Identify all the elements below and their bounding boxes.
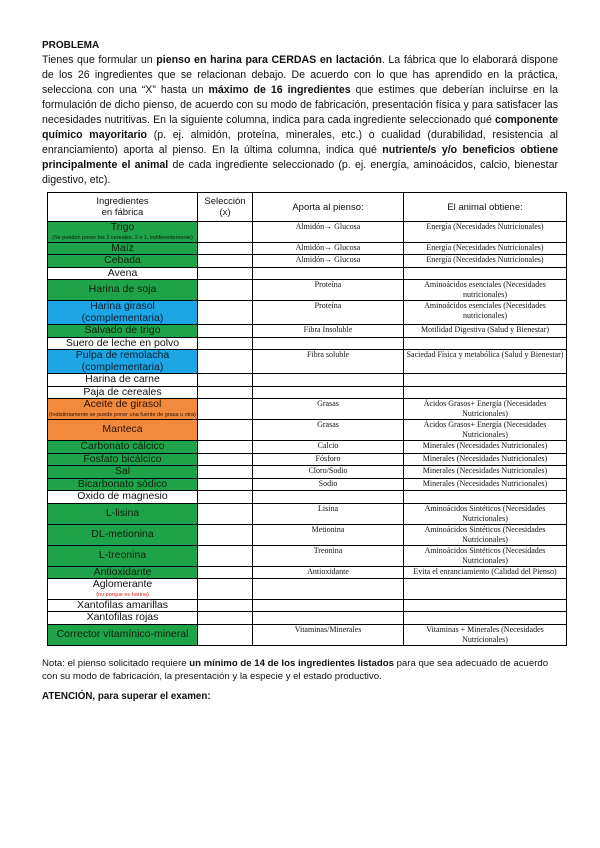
obtiene-cell[interactable]: Aminoácidos Sintéticos (Necesidades Nutricionales)	[404, 503, 567, 524]
table-row	[48, 453, 567, 466]
aporta-cell[interactable]	[253, 579, 404, 600]
selection-cell[interactable]	[198, 280, 253, 301]
selection-cell[interactable]	[198, 599, 253, 612]
problem-bold-4: nutriente/s y/o beneficios obtiene principalmente el animal	[42, 144, 559, 171]
table-row	[48, 222, 567, 243]
problem-heading: PROBLEMA	[42, 40, 100, 51]
table-row	[48, 466, 567, 479]
table-row	[48, 420, 567, 441]
table-row	[48, 491, 567, 504]
problem-text-4: (p. ej. almidón, proteína, minerales, etc.) o cualidad (durabilidad, resistencia al enranciamiento) aporta al pienso. En la última columna, indica qué	[42, 129, 558, 156]
selection-cell[interactable]	[198, 386, 253, 399]
ingredient-name: Harina de soja	[88, 283, 157, 296]
ingredient-cell	[48, 374, 198, 387]
obtiene-cell[interactable]: Vitaminas + Minerales (Necesidades Nutricionales)	[404, 624, 567, 645]
obtiene-cell[interactable]: Energía (Necesidades Nutricionales)	[404, 222, 567, 243]
ingredient-name: Sal	[114, 465, 131, 477]
obtiene-cell[interactable]: Minerales (Necesidades Nutricionales)	[404, 478, 567, 491]
table-row	[48, 267, 567, 280]
ingredient-name: Paja de cereales	[83, 385, 162, 398]
selection-cell[interactable]	[198, 491, 253, 504]
ingredient-cell	[48, 478, 198, 491]
selection-cell[interactable]	[198, 325, 253, 338]
ingredient-cell	[48, 337, 198, 350]
header-ingredients	[48, 193, 198, 222]
ingredient-name: Trigo	[110, 221, 135, 233]
selection-cell[interactable]	[198, 524, 253, 545]
ingredient-cell	[48, 399, 198, 420]
ingredient-cell	[48, 420, 198, 441]
selection-cell[interactable]	[198, 374, 253, 387]
aporta-cell[interactable]: Treonina	[253, 545, 404, 566]
table-row	[48, 255, 567, 268]
ingredient-name: Avena	[107, 266, 138, 279]
aporta-cell[interactable]: Fibra Insoluble	[253, 325, 404, 338]
ingredient-cell	[48, 466, 198, 479]
ingredient-cell	[48, 545, 198, 566]
selection-cell[interactable]	[198, 466, 253, 479]
obtiene-cell[interactable]: Aminoácidos Sintéticos (Necesidades Nutricionales)	[404, 545, 567, 566]
ingredient-cell	[48, 301, 198, 325]
ingredient-name: Xantofilas amarillas	[76, 598, 169, 611]
ingredient-name: Corrector vitamínico-mineral	[56, 627, 189, 640]
problem-bold-2: máximo de 16 ingredientes	[208, 84, 351, 96]
table-row	[48, 301, 567, 325]
ingredient-cell	[48, 441, 198, 454]
problem-text-1: Tienes que formular un	[42, 54, 157, 66]
ingredient-cell	[48, 222, 198, 243]
problem-text-2: . La fábrica que lo elaborará dispone de los 26 ingredientes que se relacionan debajo. De acuerdo con lo que has aprendido en la práctica, selecciona con una “X” hasta un	[42, 54, 558, 96]
header-aporta	[253, 193, 404, 222]
table-row	[48, 374, 567, 387]
ingredient-name: L-lisina	[105, 506, 140, 519]
obtiene-cell[interactable]: Saciedad Física y metabólica (Salud y Bienestar)	[404, 350, 567, 374]
note-paragraph	[42, 657, 558, 683]
ingredient-cell	[48, 566, 198, 579]
ingredient-cell	[48, 350, 198, 374]
ingredient-cell	[48, 325, 198, 338]
obtiene-cell[interactable]	[404, 267, 567, 280]
aporta-cell[interactable]: Grasas	[253, 420, 404, 441]
obtiene-cell[interactable]: Aminoácidos esenciales (Necesidades nutricionales)	[404, 301, 567, 325]
aporta-cell[interactable]: Metionina	[253, 524, 404, 545]
problem-text-3: que estimes que deberían incluirse en la formulación de dicho pienso, de acuerdo con su modo de fabricación, presentación física y para satisfacer las necesidades nutritivas. En la siguiente columna, indica para cada ingrediente seleccionado qué	[42, 84, 558, 126]
obtiene-cell[interactable]: Ácidos Grasos+ Energía (Necesidades Nutricionales)	[404, 420, 567, 441]
ingredient-name: Carbonato cálcico	[80, 440, 165, 452]
table-row	[48, 503, 567, 524]
header-selection	[198, 193, 253, 222]
obtiene-cell[interactable]: Motilidad Digestiva (Salud y Bienestar)	[404, 325, 567, 338]
obtiene-cell[interactable]	[404, 491, 567, 504]
ingredient-cell	[48, 524, 198, 545]
header-aporta-text: Aporta al pienso:	[292, 201, 364, 213]
ingredient-cell	[48, 579, 198, 600]
table-row	[48, 242, 567, 255]
selection-cell[interactable]	[198, 624, 253, 645]
aporta-cell[interactable]: Proteína	[253, 301, 404, 325]
aporta-cell[interactable]	[253, 374, 404, 387]
aporta-cell[interactable]: Proteína	[253, 280, 404, 301]
selection-cell[interactable]	[198, 612, 253, 625]
ingredient-cell	[48, 599, 198, 612]
table-row	[48, 579, 567, 600]
table-row	[48, 624, 567, 645]
ingredient-name: Pulpa de remolacha (complementaria)	[75, 349, 170, 373]
aporta-cell[interactable]: Fósforo	[253, 453, 404, 466]
aporta-cell[interactable]	[253, 612, 404, 625]
selection-cell[interactable]	[198, 441, 253, 454]
ingredient-name: Aceite de girasol	[83, 398, 162, 411]
ingredient-cell	[48, 386, 198, 399]
obtiene-cell[interactable]: Minerales (Necesidades Nutricionales)	[404, 466, 567, 479]
note-text-2: para que sea adecuado de acuerdo con su modo de fabricación, la presentación y la especie y el estado productivo.	[42, 657, 549, 682]
ingredient-name: Bicarbonato sódico	[77, 477, 168, 490]
header-selection-text: Selección (x)	[204, 196, 246, 218]
selection-cell[interactable]	[198, 255, 253, 268]
selection-cell[interactable]	[198, 242, 253, 255]
aporta-cell[interactable]: Cloro/Sodio	[253, 466, 404, 479]
selection-cell[interactable]	[198, 453, 253, 466]
table-row	[48, 612, 567, 625]
ingredient-cell	[48, 612, 198, 625]
selection-cell[interactable]	[198, 579, 253, 600]
table-row	[48, 566, 567, 579]
table-row	[48, 524, 567, 545]
aporta-cell[interactable]	[253, 491, 404, 504]
selection-cell[interactable]	[198, 545, 253, 566]
aporta-cell[interactable]	[253, 386, 404, 399]
table-header-row	[48, 193, 567, 222]
note-bold: un mínimo de 14 de los ingredientes listados	[189, 657, 394, 669]
ingredient-name: Cebada	[104, 254, 141, 266]
selection-cell[interactable]	[198, 503, 253, 524]
ingredient-note: (Indistintamente se puede poner una fuente de grasa u otra)	[49, 411, 196, 418]
obtiene-cell[interactable]	[404, 374, 567, 387]
selection-cell[interactable]	[198, 222, 253, 243]
ingredient-name: Xantofilas rojas	[86, 611, 159, 623]
ingredient-note: (Se pueden poner los 3 cereales, 2 o 1, indiferentemente)	[52, 234, 193, 241]
table-row	[48, 325, 567, 338]
problem-text-5: de cada ingrediente seleccionado (p. ej. energía, aminoácidos, calcio, bienestar digestivo, etc).	[42, 159, 558, 186]
obtiene-cell[interactable]: Evita el enranciamiento (Calidad del Pienso)	[404, 566, 567, 579]
obtiene-cell[interactable]	[404, 579, 567, 600]
ingredient-name: Harina de carne	[85, 373, 160, 385]
table-row	[48, 337, 567, 350]
ingredient-name: Manteca	[102, 423, 143, 436]
ingredient-cell	[48, 267, 198, 280]
aporta-cell[interactable]: Lisina	[253, 503, 404, 524]
obtiene-cell[interactable]: Energía (Necesidades Nutricionales)	[404, 255, 567, 268]
aporta-cell[interactable]: Sodio	[253, 478, 404, 491]
obtiene-cell[interactable]: Energía (Necesidades Nutricionales)	[404, 242, 567, 255]
table-row	[48, 350, 567, 374]
table-row	[48, 545, 567, 566]
selection-cell[interactable]	[198, 350, 253, 374]
ingredient-name: Maíz	[111, 241, 134, 254]
ingredient-name: Harina girasol (complementaria)	[81, 300, 164, 324]
table-row	[48, 399, 567, 420]
table-row	[48, 441, 567, 454]
ingredient-note: (no porque es harina)	[96, 591, 149, 598]
obtiene-cell[interactable]	[404, 386, 567, 399]
ingredient-cell	[48, 503, 198, 524]
aporta-cell[interactable]: Almidón→ Glucosa	[253, 222, 404, 243]
note-text-1: Nota: el pienso solicitado requiere	[42, 657, 190, 669]
ingredients-table	[47, 192, 567, 646]
selection-cell[interactable]	[198, 301, 253, 325]
ingredient-cell	[48, 255, 198, 268]
table-row	[48, 599, 567, 612]
ingredient-cell	[48, 624, 198, 645]
ingredient-name: Aglomerante	[92, 578, 153, 590]
table-row	[48, 478, 567, 491]
selection-cell[interactable]	[198, 337, 253, 350]
ingredient-name: L-treonina	[98, 548, 147, 561]
ingredient-name: Fosfato bicálcico	[83, 452, 162, 465]
ingredient-cell	[48, 453, 198, 466]
selection-cell[interactable]	[198, 267, 253, 280]
table-row	[48, 386, 567, 399]
problem-statement	[42, 53, 558, 188]
aporta-cell[interactable]	[253, 599, 404, 612]
selection-cell[interactable]	[198, 478, 253, 491]
attention-heading: ATENCIÓN, para superar el examen:	[42, 690, 211, 702]
aporta-cell[interactable]: Grasas	[253, 399, 404, 420]
obtiene-cell[interactable]	[404, 612, 567, 625]
ingredient-name: Salvado de trigo	[84, 324, 161, 336]
document-page	[42, 40, 564, 702]
obtiene-cell[interactable]	[404, 599, 567, 612]
ingredient-cell	[48, 491, 198, 504]
obtiene-cell[interactable]: Minerales (Necesidades Nutricionales)	[404, 453, 567, 466]
selection-cell[interactable]	[198, 420, 253, 441]
header-obtiene-text: El animal obtiene:	[447, 201, 523, 213]
header-ingredients-text: Ingredientes en fábrica	[96, 196, 149, 218]
aporta-cell[interactable]: Almidón→ Glucosa	[253, 255, 404, 268]
aporta-cell[interactable]: Almidón→ Glucosa	[253, 242, 404, 255]
obtiene-cell[interactable]: Minerales (Necesidades Nutricionales)	[404, 441, 567, 454]
obtiene-cell[interactable]: Aminoácidos esenciales (Necesidades nutricionales)	[404, 280, 567, 301]
aporta-cell[interactable]: Calcio	[253, 441, 404, 454]
ingredient-cell	[48, 280, 198, 301]
selection-cell[interactable]	[198, 399, 253, 420]
problem-bold-1: pienso en harina para CERDAS en lactación	[156, 54, 382, 66]
problem-bold-3: componente químico mayoritario	[42, 114, 558, 141]
table-row	[48, 280, 567, 301]
obtiene-cell[interactable]: Ácidos Grasos+ Energía (Necesidades Nutricionales)	[404, 399, 567, 420]
ingredient-name: DL-metionina	[91, 527, 154, 540]
ingredient-name: Suero de leche en polvo	[65, 336, 180, 349]
aporta-cell[interactable]	[253, 267, 404, 280]
selection-cell[interactable]	[198, 566, 253, 579]
obtiene-cell[interactable]	[404, 337, 567, 350]
ingredient-name: Oxido de magnesio	[77, 490, 168, 502]
aporta-cell[interactable]: Vitaminas/Minerales	[253, 624, 404, 645]
ingredient-name: Antioxidante	[93, 565, 152, 578]
aporta-cell[interactable]: Fibra soluble	[253, 350, 404, 374]
aporta-cell[interactable]: Antioxidante	[253, 566, 404, 579]
aporta-cell[interactable]	[253, 337, 404, 350]
obtiene-cell[interactable]: Aminoácidos Sintéticos (Necesidades Nutricionales)	[404, 524, 567, 545]
header-obtiene	[404, 193, 567, 222]
ingredient-cell	[48, 242, 198, 255]
